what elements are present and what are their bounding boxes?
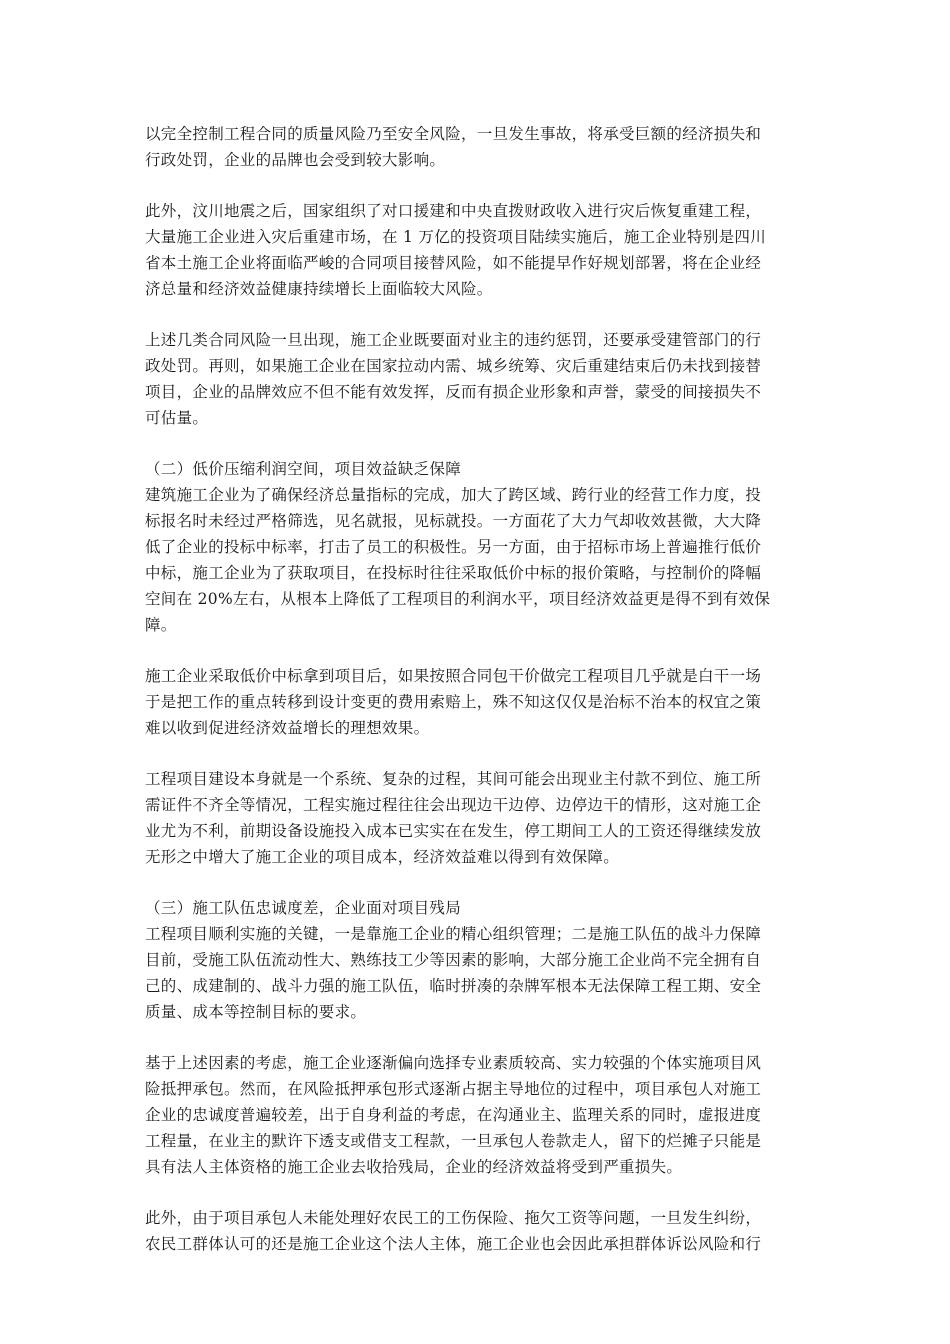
paragraph-risk-mortgage-contracting: 基于上述因素的考虑，施工企业逐渐偏向选择专业素质较高、实力较强的个体实施项目风 险抵押承包。然而，在风险抵押承包形式逐渐占据主导地位的过程中，项目承包人对施工 企业的忠诚度普遍较差，出于自身利益的考虑，在沟通业主、监理关系的同时，虚报进度 工程量，在业主的默许下透支或借支工程款，一旦承包人卷款走人，留下的烂摊子只能是 具有法人主体资格的施工企业去收拾残局，企业的经济效益将受到严重损失。: [145, 1054, 762, 1176]
paragraph-project-complexity: 工程项目建设本身就是一个系统、复杂的过程，其间可能会出现业主付款不到位、施工所 需证件不齐全等情况，工程实施过程往往会出现边干边停、边停边干的情形，这对施工企 业尤为不利，前期设备设施投入成本已实实在在发生，停工期间工人的工资还得继续发放 无形之中增大了施工企业的项目成本，经济效益难以得到有效保障。: [145, 770, 762, 866]
section-heading-low-price: （二）低价压缩利润空间，项目效益缺乏保障: [145, 460, 462, 478]
paragraph-migrant-worker-issues: 此外，由于项目承包人未能处理好农民工的工伤保险、拖欠工资等问题，一旦发生纠纷， 农民工群体认可的还是施工企业这个法人主体，施工企业也会因此承担群体诉讼风险和行: [145, 1209, 762, 1253]
paragraph-quality-risk: 以完全控制工程合同的质量风险乃至安全风险，一旦发生事故，将承受巨额的经济损失和 行政处罚，企业的品牌也会受到较大影响。: [145, 125, 762, 169]
paragraph-key-to-implementation: 工程项目顺利实施的关键，一是靠施工企业的精心组织管理；二是施工队伍的战斗力保障 目前，受施工队伍流动性大、熟练技工少等因素的影响，大部分施工企业尚不完全拥有自 己的、成建制的、战斗力强的施工队伍，临时拼凑的杂牌军根本无法保障工程工期、安全 质量、成本等控制目标的要求。: [145, 925, 762, 1021]
paragraph-wenchuan-reconstruction: 此外，汶川地震之后，国家组织了对口援建和中央直拨财政收入进行灾后恢复重建工程， 大量施工企业进入灾后重建市场，在 1 万亿的投资项目陆续实施后，施工企业特别是四川 省本土施工企业将面临严峻的合同项目接替风险，如不能提早作好规划部署，将在企业经 济总量和经济效益健康持续增长上面临较大风险。: [145, 202, 767, 298]
section-heading-team-loyalty: （三）施工队伍忠诚度差，企业面对项目残局: [145, 899, 462, 917]
paragraph-low-bid-consequences: 施工企业采取低价中标拿到项目后，如果按照合同包干价做完工程项目几乎就是白干一场 于是把工作的重点转移到设计变更的费用索赔上，殊不知这仅仅是治标不治本的权宜之策 难以收到促进经济效益增长的理想效果。: [145, 667, 762, 737]
document-body: [145, 121, 810, 1282]
paragraph-bidding-strategy: 建筑施工企业为了确保经济总量指标的完成，加大了跨区域、跨行业的经营工作力度，投 标报名时未经过严格筛选，见名就报，见标就投。一方面花了大力气却收效甚微，大大降 低了企业的投标中标率，打击了员工的积极性。另一方面，由于招标市场上普遍推行低价 中标，施工企业为了获取项目，在投标时往往采取低价中标的报价策略，与控制价的降幅 空间在 20%左右，从根本上降低了工程项目的利润水平，项目经济效益更是得不到有效保 障。: [145, 486, 771, 634]
paragraph-contract-risk-consequences: 上述几类合同风险一旦出现，施工企业既要面对业主的违约惩罚，还要承受建管部门的行 政处罚。再则，如果施工企业在国家拉动内需、城乡统筹、灾后重建结束后仍未找到接替 项目，企业的品牌效应不但不能有效发挥，反而有损企业形象和声誉，蒙受的间接损失不 可估量。: [145, 331, 762, 427]
